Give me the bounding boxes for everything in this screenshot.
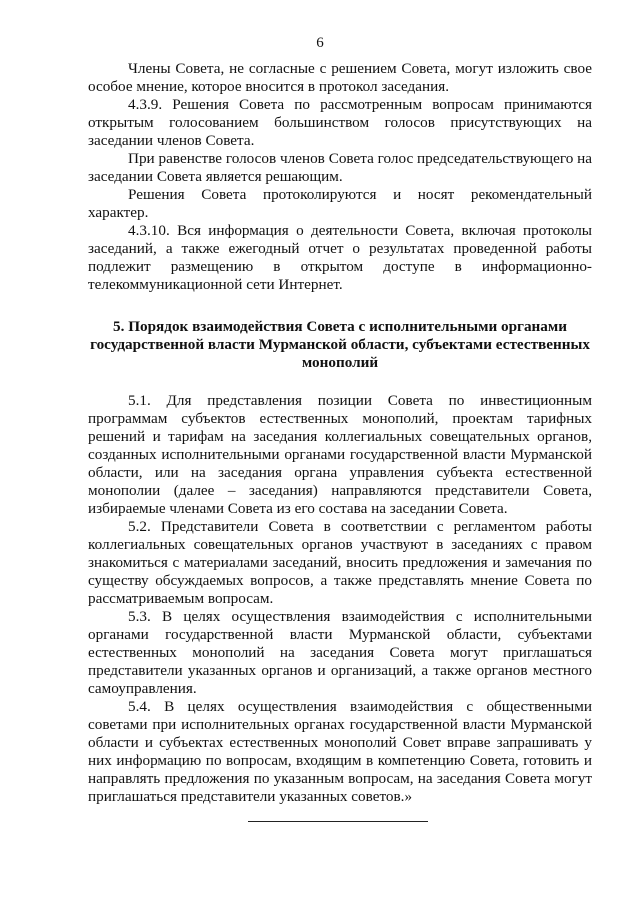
end-of-document-rule [248,821,428,822]
paragraph-tie-vote: При равенстве голосов членов Совета голос председательствующего на заседании Совета является решающим. [88,150,592,185]
paragraph-4-3-9: 4.3.9. Решения Совета по рассмотренным вопросам принимаются открытым голосованием большинством голосов присутствующих на заседании членов Совета. [88,96,592,149]
document-body [88,60,592,806]
paragraph-4-3-10: 4.3.10. Вся информация о деятельности Совета, включая протоколы заседаний, а также ежегодный отчет о результатах проведенной работы подлежит размещению в открытом доступе в информационно-телекоммуникационной сети Интернет. [88,222,592,293]
paragraph-5-2: 5.2. Представители Совета в соответствии с регламентом работы коллегиальных совещательных органов участвуют в заседаниях с правом знакомиться с материалами заседаний, вносить предложения и замечания по существу обсуждаемых вопросов, а также представлять мнение Совета по рассматриваемым вопросам. [88,518,592,607]
paragraph-dissenting-opinion: Члены Совета, не согласные с решением Совета, могут изложить свое особое мнение, которое вносится в протокол заседания. [88,60,592,95]
paragraph-decisions-recorded: Решения Совета протоколируются и носят рекомендательный характер. [88,186,592,221]
paragraph-5-1: 5.1. Для представления позиции Совета по инвестиционным программам субъектов естественных монополий, проектам тарифных решений и тарифам на заседания коллегиальных совещательных органов, созданных исполнительными органами государственной власти Мурманской области, или на заседания органа управления субъекта естественной монополии (далее – заседания) направляются представители Совета, избираемые членами Совета из его состава на заседании Совета. [88,392,592,517]
page-number: 6 [316,35,324,51]
paragraph-5-4: 5.4. В целях осуществления взаимодействия с общественными советами при исполнительных органах государственной власти Мурманской области и субъектах естественных монополий Совет вправе запрашивать у них информацию по вопросам, входящим в компетенцию Совета, готовить и направлять предложения по указанным вопросам, на заседания Совета могут приглашаться представители указанных советов.» [88,698,592,805]
paragraph-5-3: 5.3. В целях осуществления взаимодействия с исполнительными органами государственной власти Мурманской области, субъектами естественных монополий на заседания Совета могут приглашаться представители указанных органов и организаций, а также органов местного самоуправления. [88,608,592,697]
section-5-heading: 5. Порядок взаимодействия Совета с исполнительными органами государственной власти Мурманской области, субъектами естественных монополий [90,318,590,371]
